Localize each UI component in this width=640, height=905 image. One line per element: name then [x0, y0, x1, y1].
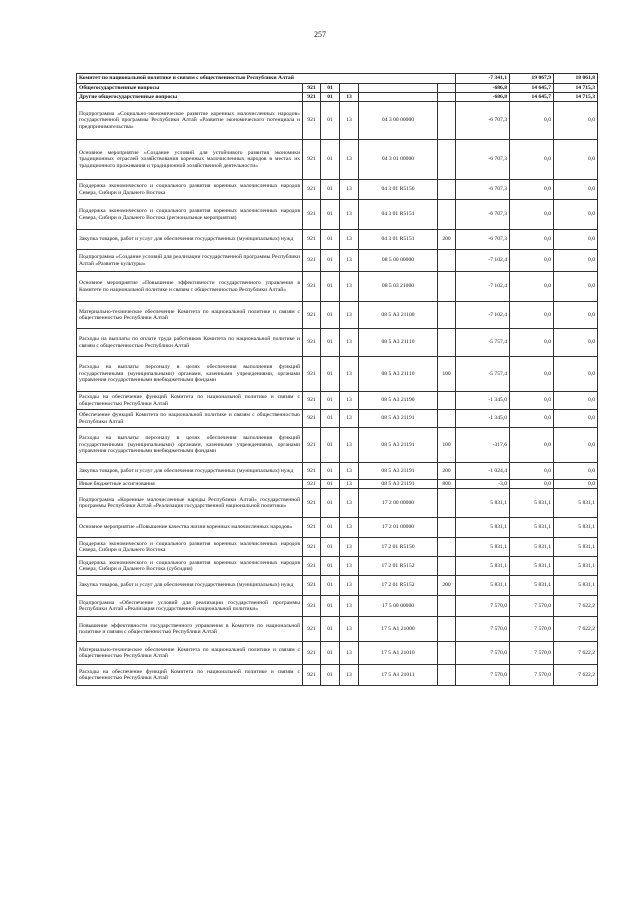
cell-amount-1: -7 102,4	[456, 302, 510, 329]
cell-subsection: 13	[340, 230, 359, 250]
cell-amount-2: 7 570,0	[510, 596, 554, 617]
cell-subsection: 13	[340, 250, 359, 272]
cell-section: 01	[321, 272, 340, 302]
cell-expense-type: 100	[438, 357, 456, 392]
cell-subsection: 13	[340, 272, 359, 302]
cell-amount-2: 7 570,0	[510, 665, 554, 686]
cell-section: 01	[321, 200, 340, 230]
cell-amount-3: 0,0	[554, 410, 598, 428]
cell-target-article	[359, 84, 438, 93]
cell-amount-1: -5 757,4	[456, 357, 510, 392]
table-row	[77, 200, 598, 230]
cell-expense-type	[438, 538, 456, 557]
cell-expense-type	[438, 596, 456, 617]
row-name: Поддержка экономического и социального развития коренных малочисленных народов Севера, Сибири и Дальнего Востока (региональные мероприятия)	[77, 200, 303, 230]
cell-expense-type: 200	[438, 576, 456, 596]
cell-amount-2: 19 067,9	[510, 74, 554, 84]
cell-subsection: 13	[340, 392, 359, 410]
cell-subsection: 13	[340, 180, 359, 200]
table-row	[77, 230, 598, 250]
cell-amount-1: -1 024,4	[456, 463, 510, 480]
cell-amount-3: 0,0	[554, 392, 598, 410]
cell-target-article: 04 3 01 R5151	[359, 200, 438, 230]
table-row	[77, 272, 598, 302]
cell-admin-code: 921	[303, 617, 321, 642]
row-name: Подпрограмма «Создание условий для реализации государственной программы Республики Алтай «Развитие культуры»	[77, 250, 303, 272]
cell-target-article: 17 2 00 00000	[359, 489, 438, 518]
cell-expense-type	[438, 93, 456, 102]
cell-subsection: 13	[340, 518, 359, 538]
cell-amount-1: -7 341,1	[456, 74, 510, 84]
cell-subsection: 13	[340, 576, 359, 596]
cell-amount-2: 0,0	[510, 463, 554, 480]
row-name: Поддержка экономического и социального развития коренных малочисленных народов Севера, Сибири и Дальнего Востока	[77, 538, 303, 557]
cell-admin-code: 921	[303, 200, 321, 230]
cell-target-article: 17 5 А1 21011	[359, 665, 438, 686]
row-name: Подпрограмма «Обеспечение условий для реализации государственной программы Республики Алтай «Реализация государственной национальной политики»	[77, 596, 303, 617]
cell-admin-code: 921	[303, 410, 321, 428]
cell-expense-type	[438, 84, 456, 93]
cell-target-article: 17 5 00 00000	[359, 596, 438, 617]
cell-admin-code: 921	[303, 84, 321, 93]
cell-amount-2: 0,0	[510, 410, 554, 428]
cell-admin-code: 921	[303, 428, 321, 463]
cell-subsection: 13	[340, 642, 359, 665]
cell-subsection: 13	[340, 357, 359, 392]
cell-section: 01	[321, 596, 340, 617]
cell-amount-1: 5 831,1	[456, 538, 510, 557]
row-name: Общегосударственные вопросы	[77, 84, 303, 93]
cell-amount-1: -686,8	[456, 93, 510, 102]
cell-section: 01	[321, 617, 340, 642]
cell-target-article: 08 5 А3 21191	[359, 410, 438, 428]
cell-amount-2: 5 831,1	[510, 557, 554, 576]
cell-subsection: 13	[340, 538, 359, 557]
cell-amount-1: 7 570,0	[456, 617, 510, 642]
cell-admin-code: 921	[303, 302, 321, 329]
cell-section: 01	[321, 329, 340, 357]
cell-amount-3: 0,0	[554, 102, 598, 140]
cell-amount-3: 5 831,1	[554, 557, 598, 576]
cell-amount-3: 0,0	[554, 140, 598, 180]
row-name: Основное мероприятие «Создание условий для устойчивого развития экономики традиционных отраслей хозяйствования коренных малочисленных народов в местах их традиционного проживания и традиционной хозяйственной деятельности»	[77, 140, 303, 180]
cell-amount-2: 0,0	[510, 102, 554, 140]
cell-target-article: 17 2 01 R5152	[359, 576, 438, 596]
cell-target-article: 08 5 А3 21191	[359, 463, 438, 480]
cell-expense-type	[438, 102, 456, 140]
cell-amount-1: 7 570,0	[456, 642, 510, 665]
cell-subsection: 13	[340, 557, 359, 576]
cell-subsection: 13	[340, 200, 359, 230]
cell-amount-1: -6 707,3	[456, 102, 510, 140]
cell-subsection: 13	[340, 102, 359, 140]
cell-target-article: 08 5 А3 21110	[359, 329, 438, 357]
cell-amount-1: 5 831,1	[456, 489, 510, 518]
cell-amount-1: -686,8	[456, 84, 510, 93]
cell-amount-1: -3,0	[456, 480, 510, 489]
cell-amount-2: 0,0	[510, 140, 554, 180]
cell-subsection: 13	[340, 302, 359, 329]
row-name: Расходы на выплаты по оплате труда работников Комитета по национальной политике и связям с общественностью Республики Алтай	[77, 329, 303, 357]
cell-amount-2: 0,0	[510, 392, 554, 410]
cell-subsection: 13	[340, 410, 359, 428]
cell-amount-3: 0,0	[554, 272, 598, 302]
row-name: Обеспечение функций Комитета по национальной политике и связям с общественностью Республики Алтай	[77, 410, 303, 428]
table-row	[77, 302, 598, 329]
cell-amount-3: 5 831,1	[554, 538, 598, 557]
row-name: Повышение эффективности государственного управления в Комитете по национальной политике и связям с общественностью Республики Алтай	[77, 617, 303, 642]
cell-section: 01	[321, 250, 340, 272]
cell-subsection: 13	[340, 329, 359, 357]
row-name: Закупка товаров, работ и услуг для обеспечения государственных (муниципальных) нужд	[77, 230, 303, 250]
cell-section: 01	[321, 538, 340, 557]
table-row	[77, 140, 598, 180]
cell-target-article: 17 2 01 00000	[359, 518, 438, 538]
cell-section: 01	[321, 357, 340, 392]
cell-section: 01	[321, 140, 340, 180]
table-row	[77, 93, 598, 102]
cell-admin-code: 921	[303, 480, 321, 489]
cell-amount-1: -6 707,3	[456, 180, 510, 200]
cell-amount-1: 5 831,1	[456, 557, 510, 576]
cell-admin-code: 921	[303, 463, 321, 480]
row-name: Материально-техническое обеспечение Комитета по национальной политике и связям с общественностью Республики Алтай	[77, 302, 303, 329]
cell-admin-code: 921	[303, 665, 321, 686]
cell-amount-2: 0,0	[510, 302, 554, 329]
cell-target-article: 17 2 01 R5152	[359, 557, 438, 576]
cell-subsection: 13	[340, 489, 359, 518]
cell-section: 01	[321, 230, 340, 250]
cell-target-article: 17 5 А1 21010	[359, 642, 438, 665]
row-name: Основное мероприятие «Повышение качества жизни коренных малочисленных народов»	[77, 518, 303, 538]
table-row	[77, 480, 598, 489]
cell-amount-3: 0,0	[554, 200, 598, 230]
cell-amount-3: 0,0	[554, 302, 598, 329]
cell-expense-type	[438, 410, 456, 428]
cell-section: 01	[321, 392, 340, 410]
cell-admin-code: 921	[303, 329, 321, 357]
cell-admin-code: 921	[303, 230, 321, 250]
table-row	[77, 538, 598, 557]
cell-amount-2: 5 831,1	[510, 576, 554, 596]
cell-amount-1: -7 102,4	[456, 272, 510, 302]
row-name: Расходы на выплаты персоналу в целях обеспечения выполнения функций государственными (муниципальными) органами, казенными учреждениями, органами управления государственными внебюджетными фондами	[77, 357, 303, 392]
cell-admin-code: 921	[303, 596, 321, 617]
cell-amount-2: 7 570,0	[510, 642, 554, 665]
row-name: Комитет по национальной политике и связям с общественностью Республики Алтай	[77, 74, 456, 84]
cell-amount-3: 14 715,3	[554, 84, 598, 93]
row-name: Расходы на обеспечение функций Комитета по национальной политике и связям с общественностью Республики Алтай	[77, 392, 303, 410]
cell-admin-code: 921	[303, 557, 321, 576]
table-row	[77, 557, 598, 576]
cell-amount-3: 14 715,3	[554, 93, 598, 102]
cell-target-article	[359, 93, 438, 102]
cell-amount-3: 0,0	[554, 180, 598, 200]
cell-amount-1: -1 345,0	[456, 410, 510, 428]
cell-amount-1: -6 707,3	[456, 200, 510, 230]
cell-amount-3: 7 622,2	[554, 642, 598, 665]
cell-section: 01	[321, 410, 340, 428]
cell-section: 01	[321, 518, 340, 538]
cell-amount-2: 0,0	[510, 357, 554, 392]
cell-section: 01	[321, 576, 340, 596]
cell-expense-type: 200	[438, 230, 456, 250]
cell-section: 01	[321, 480, 340, 489]
cell-section: 01	[321, 489, 340, 518]
cell-amount-2: 0,0	[510, 480, 554, 489]
table-row	[77, 74, 598, 84]
cell-amount-2: 5 831,1	[510, 518, 554, 538]
cell-amount-1: -317,6	[456, 428, 510, 463]
cell-amount-2: 0,0	[510, 250, 554, 272]
row-name: Подпрограмма «Коренные малочисленные народы Республики Алтай» государственной программы Республики Алтай «Реализация государственной национальной политики»	[77, 489, 303, 518]
cell-admin-code: 921	[303, 357, 321, 392]
cell-target-article: 08 5 03 21000	[359, 272, 438, 302]
row-name: Поддержка экономического и социального развития коренных малочисленных народов Севера, Сибири и Дальнего Востока (субсидия)	[77, 557, 303, 576]
cell-target-article: 04 3 01 R5150	[359, 180, 438, 200]
cell-admin-code: 921	[303, 272, 321, 302]
cell-amount-3: 7 622,2	[554, 596, 598, 617]
cell-subsection: 13	[340, 428, 359, 463]
cell-expense-type: 200	[438, 463, 456, 480]
cell-amount-2: 14 645,7	[510, 93, 554, 102]
cell-section: 01	[321, 642, 340, 665]
cell-amount-2: 0,0	[510, 272, 554, 302]
cell-amount-2: 5 831,1	[510, 538, 554, 557]
cell-section: 01	[321, 557, 340, 576]
cell-target-article: 08 5 А3 21110	[359, 357, 438, 392]
table-row	[77, 428, 598, 463]
cell-amount-2: 0,0	[510, 230, 554, 250]
cell-subsection: 13	[340, 617, 359, 642]
table-row	[77, 665, 598, 686]
cell-amount-2: 5 831,1	[510, 489, 554, 518]
cell-admin-code: 921	[303, 140, 321, 180]
cell-expense-type	[438, 272, 456, 302]
cell-expense-type	[438, 302, 456, 329]
cell-amount-1: -6 707,3	[456, 230, 510, 250]
cell-subsection: 13	[340, 463, 359, 480]
cell-amount-2: 0,0	[510, 329, 554, 357]
cell-amount-1: 7 570,0	[456, 665, 510, 686]
budget-table	[76, 73, 598, 686]
cell-expense-type	[438, 140, 456, 180]
page-number: 257	[314, 30, 326, 39]
cell-subsection: 13	[340, 140, 359, 180]
cell-expense-type	[438, 200, 456, 230]
row-name: Подпрограмма «Социально-экономическое развитие коренных малочисленных народов» государственной программы Республики Алтай «Развитие экономического потенциала и предпринимательства»	[77, 102, 303, 140]
cell-amount-1: 7 570,0	[456, 596, 510, 617]
table-row	[77, 463, 598, 480]
cell-admin-code: 921	[303, 392, 321, 410]
table-row	[77, 392, 598, 410]
row-name: Закупка товаров, работ и услуг для обеспечения государственных (муниципальных) нужд	[77, 463, 303, 480]
cell-admin-code: 921	[303, 250, 321, 272]
cell-amount-3: 18 061,8	[554, 74, 598, 84]
table-row	[77, 617, 598, 642]
cell-expense-type	[438, 665, 456, 686]
cell-target-article: 08 5 00 00000	[359, 250, 438, 272]
table-row	[77, 489, 598, 518]
cell-target-article: 04 3 00 00000	[359, 102, 438, 140]
row-name: Расходы на выплаты персоналу в целях обеспечения выполнения функций государственными (муниципальными) органами, казенными учреждениями, органами управления государственными внебюджетными фондами	[77, 428, 303, 463]
cell-amount-3: 0,0	[554, 250, 598, 272]
cell-amount-1: -7 102,4	[456, 250, 510, 272]
cell-amount-3: 0,0	[554, 463, 598, 480]
row-name: Расходы на обеспечение функций Комитета по национальной политике и связям с общественностью Республики Алтай	[77, 665, 303, 686]
cell-section: 01	[321, 428, 340, 463]
cell-amount-3: 5 831,1	[554, 518, 598, 538]
cell-amount-2: 0,0	[510, 428, 554, 463]
cell-amount-3: 0,0	[554, 428, 598, 463]
cell-section: 01	[321, 180, 340, 200]
cell-amount-3: 0,0	[554, 329, 598, 357]
cell-admin-code: 921	[303, 538, 321, 557]
cell-section: 01	[321, 665, 340, 686]
table-row	[77, 180, 598, 200]
cell-section: 01	[321, 93, 340, 102]
cell-expense-type: 100	[438, 428, 456, 463]
cell-admin-code: 921	[303, 489, 321, 518]
cell-admin-code: 921	[303, 102, 321, 140]
cell-amount-3: 7 622,2	[554, 617, 598, 642]
cell-amount-2: 7 570,0	[510, 617, 554, 642]
cell-amount-2: 0,0	[510, 200, 554, 230]
row-name: Материально-техническое обеспечение Комитета по национальной политике и связям с общественностью Республики Алтай	[77, 642, 303, 665]
cell-admin-code: 921	[303, 576, 321, 596]
cell-amount-3: 5 831,1	[554, 576, 598, 596]
table-row	[77, 329, 598, 357]
table-row	[77, 357, 598, 392]
row-name: Иные бюджетные ассигнования	[77, 480, 303, 489]
table-row	[77, 250, 598, 272]
cell-amount-2: 14 645,7	[510, 84, 554, 93]
cell-expense-type	[438, 489, 456, 518]
cell-target-article: 04 3 01 R5151	[359, 230, 438, 250]
cell-target-article: 08 5 А3 21100	[359, 302, 438, 329]
cell-expense-type: 800	[438, 480, 456, 489]
cell-target-article: 17 2 01 R5150	[359, 538, 438, 557]
cell-amount-1: -6 707,3	[456, 140, 510, 180]
cell-section: 01	[321, 463, 340, 480]
table-row	[77, 410, 598, 428]
cell-target-article: 04 3 01 00000	[359, 140, 438, 180]
cell-amount-2: 0,0	[510, 180, 554, 200]
cell-expense-type	[438, 329, 456, 357]
cell-target-article: 08 5 А3 21191	[359, 428, 438, 463]
cell-amount-3: 0,0	[554, 230, 598, 250]
cell-subsection: 13	[340, 480, 359, 489]
cell-amount-1: 5 831,1	[456, 576, 510, 596]
table-row	[77, 84, 598, 93]
table-row	[77, 642, 598, 665]
cell-amount-1: 5 831,1	[456, 518, 510, 538]
cell-subsection: 13	[340, 93, 359, 102]
cell-expense-type	[438, 617, 456, 642]
cell-expense-type	[438, 642, 456, 665]
cell-target-article: 08 5 А3 21190	[359, 392, 438, 410]
cell-expense-type	[438, 250, 456, 272]
cell-subsection: 13	[340, 596, 359, 617]
cell-expense-type	[438, 557, 456, 576]
cell-admin-code: 921	[303, 180, 321, 200]
cell-section: 01	[321, 84, 340, 93]
row-name: Закупка товаров, работ и услуг для обеспечения государственных (муниципальных) нужд	[77, 576, 303, 596]
cell-amount-3: 5 831,1	[554, 489, 598, 518]
cell-target-article: 08 5 А3 21191	[359, 480, 438, 489]
table-row	[77, 102, 598, 140]
cell-amount-3: 0,0	[554, 357, 598, 392]
cell-section: 01	[321, 302, 340, 329]
cell-admin-code: 921	[303, 93, 321, 102]
cell-target-article: 17 5 А1 21000	[359, 617, 438, 642]
cell-subsection: 13	[340, 665, 359, 686]
cell-amount-3: 7 622,2	[554, 665, 598, 686]
table-row	[77, 596, 598, 617]
cell-section: 01	[321, 102, 340, 140]
cell-subsection	[340, 84, 359, 93]
cell-amount-1: -5 757,4	[456, 329, 510, 357]
cell-expense-type	[438, 392, 456, 410]
cell-expense-type	[438, 180, 456, 200]
cell-expense-type	[438, 518, 456, 538]
cell-admin-code: 921	[303, 642, 321, 665]
cell-admin-code: 921	[303, 518, 321, 538]
table-row	[77, 576, 598, 596]
cell-amount-3: 0,0	[554, 480, 598, 489]
cell-amount-1: -1 345,0	[456, 392, 510, 410]
table-row	[77, 518, 598, 538]
row-name: Поддержка экономического и социального развития коренных малочисленных народов Севера, Сибири и Дальнего Востока	[77, 180, 303, 200]
row-name: Основное мероприятие «Повышение эффективности государственного управления в Комитете по национальной политике и связям с общественностью Республики Алтай»	[77, 272, 303, 302]
row-name: Другие общегосударственные вопросы	[77, 93, 303, 102]
